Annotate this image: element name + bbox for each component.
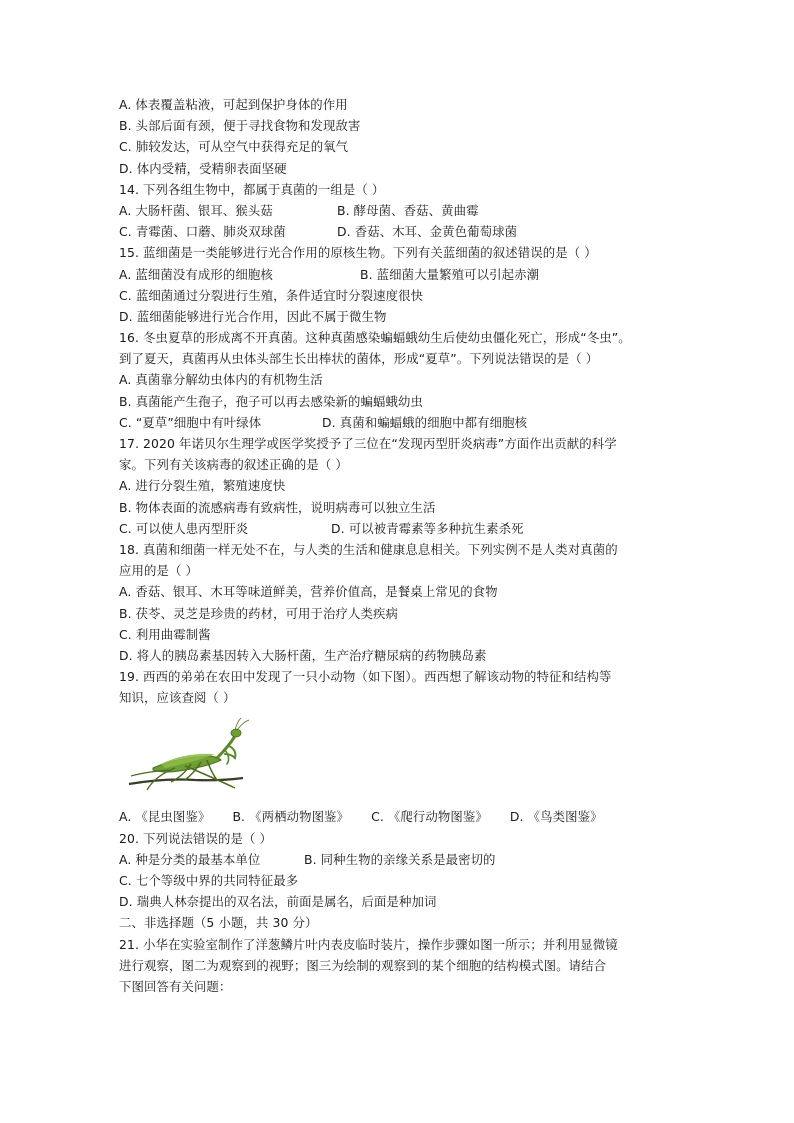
q18-option-c: C. 利用曲霉制酱 bbox=[119, 626, 211, 642]
q13-option-a: A. 体表覆盖粘液，可起到保护身体的作用 bbox=[119, 97, 348, 112]
q16-options-row bbox=[119, 412, 689, 433]
q15-option-c: C. 蓝细菌通过分裂进行生殖，条件适宜时分裂速度很快 bbox=[119, 287, 424, 303]
q21-stem-1: 21. 小华在实验室制作了洋葱鳞片叶内表皮临时装片，操作步骤如图一所示；并利用显微镜 bbox=[119, 936, 618, 952]
q19-option-b: B. 《两栖动物图鉴》 bbox=[232, 809, 350, 825]
q21-stem-3: 下图回答有关问题： bbox=[119, 978, 232, 994]
q18-option-b: B. 茯苓、灵芝是珍贵的药材，可用于治疗人类疾病 bbox=[119, 605, 398, 621]
q17-option-d: D. 可以被青霉素等多种抗生素杀死 bbox=[331, 520, 524, 536]
q17-option-b: B. 物体表面的流感病毒有致病性，说明病毒可以独立生活 bbox=[119, 499, 436, 515]
q16-stem-1: 16. 冬虫夏草的形成离不开真菌。这种真菌感染蝙蝠蛾幼生后使幼虫僵化死亡，形成“冬虫”。 bbox=[119, 330, 631, 346]
q13-option-d: D. 体内受精，受精卵表面坚硬 bbox=[119, 160, 287, 176]
q14-stem: 14. 下列各组生物中，都属于真菌的一组是（ ） bbox=[119, 181, 385, 197]
q19-option-c: C. 《爬行动物图鉴》 bbox=[371, 809, 488, 825]
q13-option-c: C. 肺较发达，可从空气中获得充足的氧气 bbox=[119, 139, 349, 155]
q15-options-row1 bbox=[119, 264, 689, 285]
q14-option-c: C. 青霉菌、口蘑、肺炎双球菌 bbox=[119, 224, 286, 240]
q21-stem-2: 进行观察，图二为观察到的视野；图三为绘制的观察到的某个细胞的结构模式图。请结合 bbox=[119, 957, 607, 973]
q20-stem: 20. 下列说法错误的是（ ） bbox=[119, 830, 272, 846]
q20-option-a: A. 种是分类的最基本单位 bbox=[119, 851, 261, 867]
q14-options-row1 bbox=[119, 200, 689, 221]
q19-options-row bbox=[119, 806, 689, 827]
q19-stem-1: 19. 西西的弟弟在农田中发现了一只小动物（如下图）。西西想了解该动物的特征和结构等 bbox=[119, 669, 612, 685]
q20-option-c: C. 七个等级中界的共同特征最多 bbox=[119, 873, 299, 888]
q16-option-c: C. “夏草”细胞中有叶绿体 bbox=[119, 414, 262, 430]
q14-option-b: B. 酵母菌、香菇、黄曲霉 bbox=[337, 202, 479, 218]
q16-stem-2: 到了夏天，真菌再从虫体头部生长出棒状的菌体，形成“夏草”。下列说法错误的是（ ） bbox=[119, 351, 599, 367]
q18-stem-1: 18. 真菌和细菌一样无处不在，与人类的生活和健康息息相关。下列实例不是人类对真菌的 bbox=[119, 541, 618, 557]
q18-option-a: A. 香菇、银耳、木耳等味道鲜美，营养价值高，是餐桌上常见的食物 bbox=[119, 584, 498, 600]
praying-mantis-icon bbox=[125, 718, 250, 798]
q17-option-a: A. 进行分裂生殖，繁殖速度快 bbox=[119, 478, 286, 494]
exam-page bbox=[119, 94, 689, 997]
q17-options-row bbox=[119, 518, 689, 539]
q15-option-b: B. 蓝细菌大量繁殖可以引起赤潮 bbox=[360, 266, 540, 282]
q15-stem: 15. 蓝细菌是一类能够进行光合作用的原核生物。下列有关蓝细菌的叙述错误的是（ ） bbox=[119, 245, 597, 261]
q19-option-a: A. 《昆虫图鉴》 bbox=[119, 809, 211, 825]
q14-option-a: A. 大肠杆菌、银耳、猴头菇 bbox=[119, 202, 273, 218]
q19-figure bbox=[119, 708, 689, 806]
q17-option-c: C. 可以使人患丙型肝炎 bbox=[119, 520, 249, 536]
q17-stem-2: 家。下列有关该病毒的叙述正确的是（ ） bbox=[119, 457, 348, 473]
q17-stem-1: 17. 2020 年诺贝尔生理学或医学奖授予了三位在“发现丙型肝炎病毒”方面作出贡献的科学 bbox=[119, 436, 617, 451]
q20-options-row bbox=[119, 849, 689, 870]
q20-option-b: B. 同种生物的亲缘关系是最密切的 bbox=[304, 851, 496, 867]
q19-option-d: D. 《鸟类图鉴》 bbox=[509, 809, 603, 825]
q18-option-d: D. 将人的胰岛素基因转入大肠杆菌，生产治疗糖尿病的药物胰岛素 bbox=[119, 647, 487, 663]
q16-option-b: B. 真菌能产生孢子，孢子可以再去感染新的蝙蝠蛾幼虫 bbox=[119, 393, 423, 409]
q15-option-a: A. 蓝细菌没有成形的细胞核 bbox=[119, 266, 273, 282]
q13-option-b: B. 头部后面有颈，便于寻找食物和发现敌害 bbox=[119, 118, 361, 134]
q18-stem-2: 应用的是（ ） bbox=[119, 563, 198, 579]
q14-options-row2 bbox=[119, 221, 689, 242]
section-2-heading: 二、非选择题（5 小题，共 30 分） bbox=[119, 915, 318, 931]
q15-option-d: D. 蓝细菌能够进行光合作用，因此不属于微生物 bbox=[119, 308, 387, 324]
q14-option-d: D. 香菇、木耳、金黄色葡萄球菌 bbox=[337, 224, 518, 240]
q20-option-d: D. 瑞典人林奈提出的双名法，前面是属名，后面是种加词 bbox=[119, 894, 437, 910]
q19-stem-2: 知识，应该查阅（ ） bbox=[119, 690, 236, 706]
q16-option-d: D. 真菌和蝙蝠蛾的细胞中都有细胞核 bbox=[322, 414, 528, 430]
q16-option-a: A. 真菌靠分解幼虫体内的有机物生活 bbox=[119, 372, 323, 388]
